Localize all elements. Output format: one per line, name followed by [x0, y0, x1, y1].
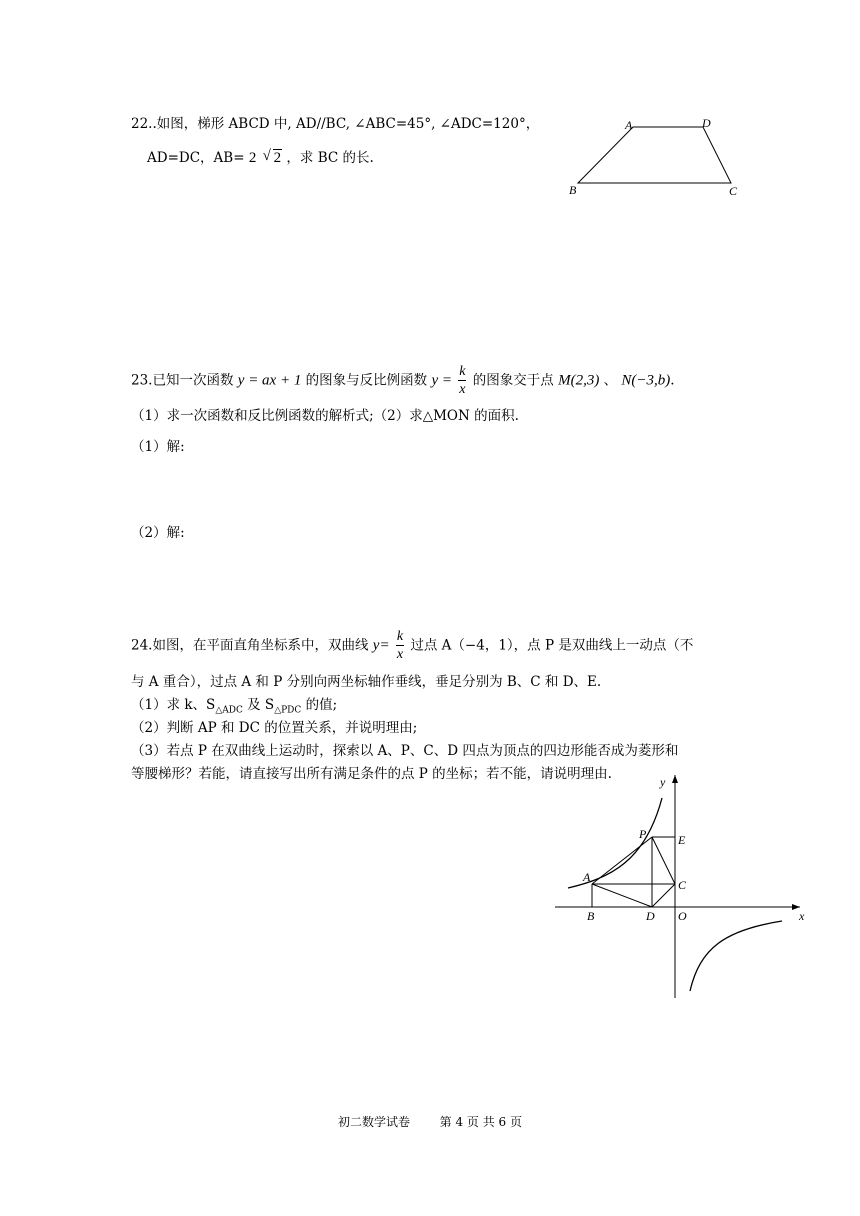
- q24-fraction: [396, 630, 404, 662]
- q23-line2: （1）求一次函数和反比例函数的解析式;（2）求△MON 的面积.: [131, 408, 519, 424]
- q24-line2: 与 A 重合），过点 A 和 P 分别向两坐标轴作垂线，垂足分别为 B、C 和 D、E.: [131, 674, 602, 690]
- footer-exam-title: 初二数学试卷: [337, 1115, 410, 1129]
- label-d: D: [702, 116, 711, 130]
- label-a: A: [583, 870, 591, 884]
- q22-coef: 2: [248, 150, 257, 166]
- q22-trapezoid-figure: [560, 110, 750, 200]
- q24-sub-adc: △ADC: [215, 705, 243, 716]
- label-d: D: [646, 909, 655, 923]
- page-footer: [0, 1113, 860, 1130]
- q23-answer1: （1）解:: [131, 439, 185, 455]
- q23-linear-eq: y = ax + 1: [237, 372, 302, 389]
- q24-sub-pdc: △PDC: [274, 705, 302, 716]
- q23-answer2: （2）解:: [131, 525, 185, 541]
- q22-text-1: 22..如图，梯形 ABCD 中, AD//BC, ∠ABC=45°, ∠ADC=120°，: [131, 116, 540, 132]
- q23-text-1a: 23.已知一次函数: [131, 372, 234, 389]
- q24-line3: [131, 693, 337, 716]
- q24-line6: 等腰梯形？若能，请直接写出所有满足条件的点 P 的坐标；若不能，请说明理由.: [131, 766, 612, 782]
- q23-frac-den: x: [459, 382, 466, 397]
- q23-text-1b: 的图象与反比例函数: [305, 372, 428, 389]
- label-x: x: [799, 909, 805, 923]
- q23-frac-num: k: [459, 364, 466, 379]
- q23-fraction: [458, 365, 466, 397]
- label-e: E: [678, 833, 686, 847]
- q24-text-1b: 过点 A（−4，1），点 P 是双曲线上一动点（不: [410, 637, 694, 654]
- segment-dc: [652, 884, 675, 907]
- q23-sep: 、: [603, 372, 618, 389]
- label-b: B: [569, 183, 577, 197]
- q23-inverse-lhs: y =: [431, 372, 452, 389]
- q24-text-3a: （1）求 k、S: [131, 697, 216, 713]
- q23-line1: [131, 365, 675, 397]
- q24-eq-lhs: y=: [372, 637, 390, 654]
- q23-point-m: M(2,3): [558, 372, 600, 389]
- q22-text-2b: ，求 BC 的长.: [286, 150, 374, 166]
- segment-ap: [592, 837, 652, 884]
- label-c: C: [678, 878, 687, 892]
- segment-pc: [652, 837, 675, 884]
- q23-text-1c: 的图象交于点: [472, 372, 554, 389]
- q24-text-1a: 24.如图，在平面直角坐标系中，双曲线: [131, 637, 369, 654]
- q24-text-3b: 及 S: [247, 697, 275, 713]
- q24-line4: （2）判断 AP 和 DC 的位置关系，并说明理由;: [131, 720, 418, 736]
- q24-frac-num: k: [396, 629, 404, 644]
- q22-sqrt: √ 2: [273, 149, 283, 167]
- q22-line1: [131, 112, 539, 132]
- q22-text-2a: AD=DC，AB=: [147, 150, 245, 166]
- label-c: C: [729, 184, 738, 198]
- q22-line2: [147, 146, 374, 167]
- label-a: A: [625, 118, 633, 132]
- footer-page-number: 第 4 页 共 6 页: [439, 1115, 522, 1129]
- y-axis-arrow-icon: [672, 775, 678, 783]
- q24-line5: （3）若点 P 在双曲线上运动时，探索以 A、P、C、D 四点为顶点的四边形能否成为菱形和: [131, 743, 679, 759]
- label-p: P: [639, 827, 647, 841]
- segment-ad: [592, 884, 652, 907]
- hyperbola-branch-right: [690, 921, 782, 991]
- q24-frac-den: x: [396, 647, 404, 662]
- q24-line1: [131, 630, 693, 662]
- q23-end: .: [670, 372, 675, 389]
- q23-point-n: N(−3,b): [621, 372, 671, 389]
- label-b: B: [587, 909, 595, 923]
- label-y: y: [660, 775, 666, 789]
- label-o: O: [678, 909, 687, 923]
- q24-coordinate-figure: [550, 770, 820, 1005]
- trapezoid-abcd: [578, 127, 731, 183]
- q24-text-3c: 的值;: [305, 697, 338, 713]
